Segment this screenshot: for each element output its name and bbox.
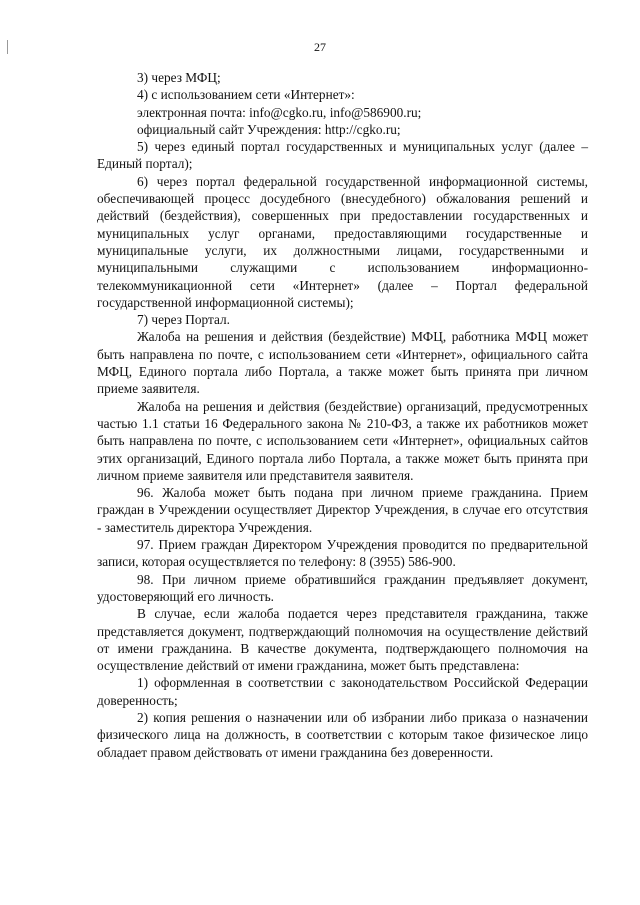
document-body bbox=[97, 69, 588, 761]
paragraph-15: 2) копия решения о назначении или об избрании либо приказа о назначении физического лица на должность, в соответствии с которым такое физическое лицо обладает правом действовать от имени гражданина без доверенности. bbox=[97, 709, 588, 760]
paragraph-3: электронная почта: info@cgko.ru, info@586900.ru; bbox=[137, 104, 422, 120]
paragraph-2: 4) с использованием сети «Интернет»: bbox=[137, 87, 355, 103]
paragraph-14: 1) оформленная в соответствии с законодательством Российской Федерации доверенность; bbox=[97, 675, 588, 708]
paragraph-13: В случае, если жалоба подается через представителя гражданина, также представляется документ, подтверждающий полномочия на осуществление действий от имени гражданина. В качестве документа, подтверждающего полномочия на осуществление действий от имени гражданина, может быть представлена: bbox=[97, 606, 588, 674]
paragraph-6: 6) через портал федеральной государственной информационной системы, обеспечивающей процесс досудебного (внесудебного) обжалования решений и действий (бездействия), совершенных при предоставлении государственных и муниципальных услуг органами, предоставляющими государственные и муниципальные услуги, их должностными лицами, государственными и муниципальными служащими с использованием информационно-телекоммуникационной сети «Интернет» (далее – Портал федеральной государственной информационной системы); bbox=[97, 173, 588, 310]
paragraph-12: 98. При личном приеме обратившийся гражданин предъявляет документ, удостоверяющий его личность. bbox=[97, 571, 588, 604]
paragraph-1: 3) через МФЦ; bbox=[137, 70, 221, 85]
paragraph-5: 5) через единый портал государственных и муниципальных услуг (далее – Единый портал); bbox=[97, 139, 588, 172]
page-number: 27 bbox=[314, 40, 326, 54]
paragraph-9: Жалоба на решения и действия (бездействие) организаций, предусмотренных частью 1.1 статьи 16 Федерального закона № 210-ФЗ, а также их работников может быть направлена по почте, с использованием сети «Интернет», официальных сайтов этих организаций, Единого портала либо Портала, а также может быть принята при личном приеме заявителя или представителя заявителя. bbox=[97, 398, 588, 483]
paragraph-11: 97. Прием граждан Директором Учреждения проводится по предварительной записи, которая осуществляется по телефону: 8 (3955) 586-900. bbox=[97, 537, 588, 570]
paragraph-8: Жалоба на решения и действия (бездействие) МФЦ, работника МФЦ может быть направлена по почте, с использованием сети «Интернет», официального сайта МФЦ, Единого портала либо Портала, а также может быть принята при личном приеме заявителя. bbox=[97, 329, 588, 397]
paragraph-7: 7) через Портал. bbox=[137, 312, 230, 328]
paragraph-4: официальный сайт Учреждения: http://cgko.ru; bbox=[137, 121, 401, 137]
paragraph-10: 96. Жалоба может быть подана при личном приеме гражданина. Прием граждан в Учреждении осуществляет Директор Учреждения, в случае его отсутствия - заместитель директора Учреждения. bbox=[97, 485, 588, 535]
